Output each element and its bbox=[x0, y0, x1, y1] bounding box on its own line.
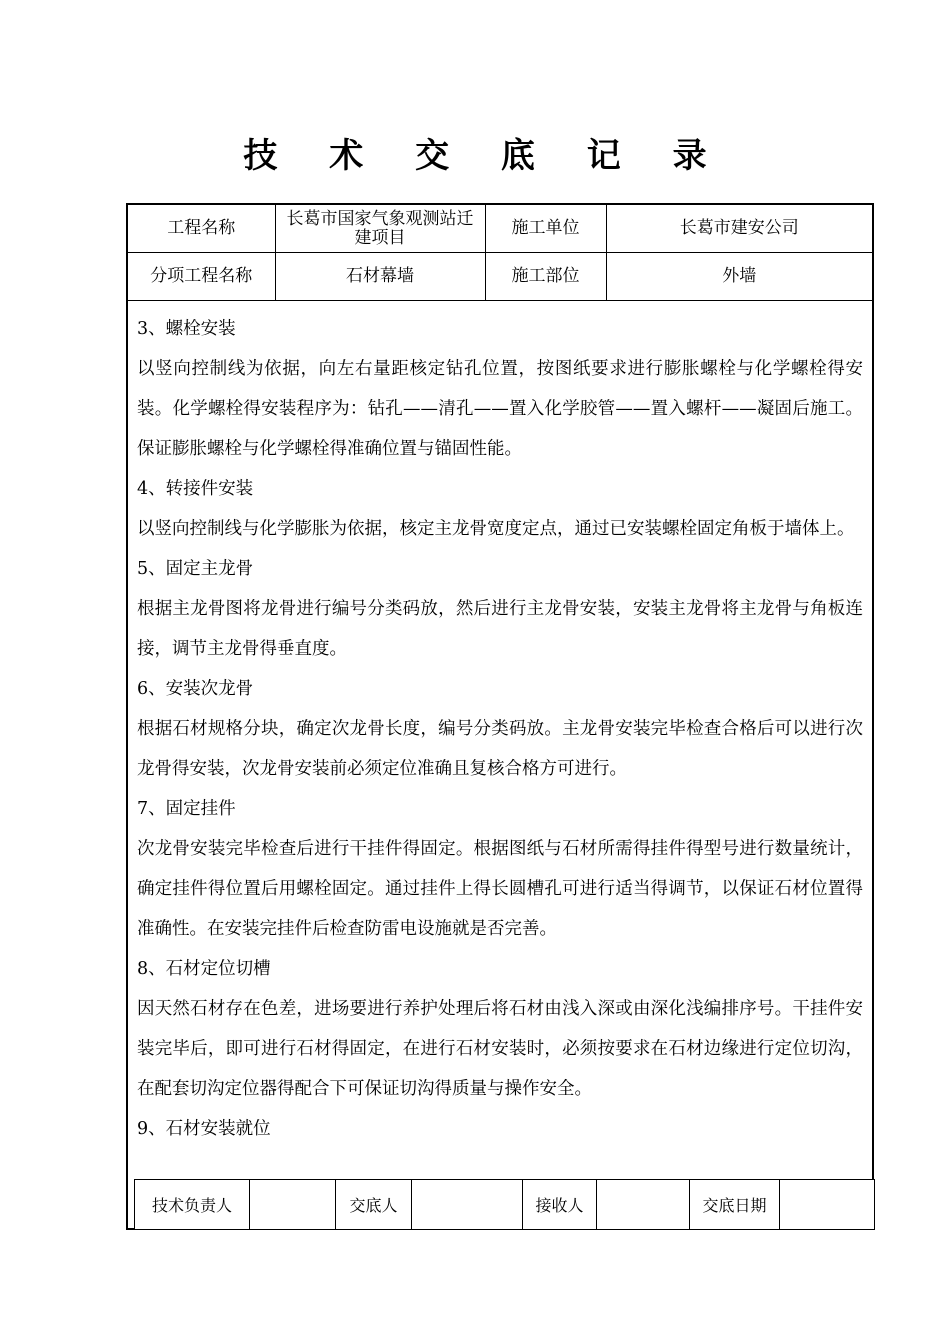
receiver-value bbox=[597, 1180, 690, 1230]
section-heading-8: 8、石材定位切槽 bbox=[137, 959, 271, 979]
section-heading-3: 3、螺栓安装 bbox=[137, 319, 236, 339]
construction-part-label: 施工部位 bbox=[485, 253, 606, 301]
section-heading-4: 4、转接件安装 bbox=[137, 479, 254, 499]
construction-unit-label: 施工单位 bbox=[485, 205, 606, 253]
section-text-3: 以竖向控制线为依据，向左右量距核定钻孔位置，按图纸要求进行膨胀螺栓与化学螺栓得安装。化学螺栓得安装程序为：钻孔——清孔——置入化学胶管——置入螺杆——凝固后施工。保证膨胀螺栓与化学螺栓得准确位置与锚固性能。 bbox=[137, 359, 863, 459]
page-title: 技 术 交 底 记 录 bbox=[243, 136, 727, 176]
project-name-value: 长葛市国家气象观测站迁建项目 bbox=[275, 205, 485, 253]
section-text-6: 根据石材规格分块，确定次龙骨长度，编号分类码放。主龙骨安装完毕检查合格后可以进行次龙骨得安装，次龙骨安装前必须定位准确且复核合格方可进行。 bbox=[137, 719, 863, 779]
discloser-label: 交底人 bbox=[336, 1180, 412, 1230]
header-table bbox=[128, 205, 872, 301]
date-value bbox=[780, 1180, 875, 1230]
sub-project-value: 石材幕墙 bbox=[275, 253, 485, 301]
sub-project-label: 分项工程名称 bbox=[128, 253, 275, 301]
receiver-label: 接收人 bbox=[523, 1180, 597, 1230]
section-text-4: 以竖向控制线与化学膨胀为依据，核定主龙骨宽度定点，通过已安装螺栓固定角板于墙体上。 bbox=[137, 519, 855, 539]
tech-lead-label: 技术负责人 bbox=[135, 1180, 250, 1230]
tech-lead-value bbox=[250, 1180, 336, 1230]
date-label: 交底日期 bbox=[690, 1180, 780, 1230]
signature-row bbox=[135, 1180, 875, 1230]
disclosure-content bbox=[137, 309, 863, 1149]
header-row-subproject bbox=[128, 253, 872, 301]
section-text-7: 次龙骨安装完毕检查后进行干挂件得固定。根据图纸与石材所需得挂件得型号进行数量统计，确定挂件得位置后用螺栓固定。通过挂件上得长圆槽孔可进行适当得调节，以保证石材位置得准确性。在安装完挂件后检查防雷电设施就是否完善。 bbox=[137, 839, 863, 939]
section-text-8: 因天然石材存在色差，进场要进行养护处理后将石材由浅入深或由深化浅编排序号。干挂件安装完毕后，即可进行石材得固定，在进行石材安装时，必须按要求在石材边缘进行定位切沟，在配套切沟定位器得配合下可保证切沟得质量与操作安全。 bbox=[137, 999, 863, 1099]
construction-part-value: 外墙 bbox=[606, 253, 872, 301]
record-frame bbox=[126, 203, 874, 1230]
construction-unit-value: 长葛市建安公司 bbox=[606, 205, 872, 253]
section-heading-5: 5、固定主龙骨 bbox=[137, 559, 254, 579]
discloser-value bbox=[412, 1180, 523, 1230]
project-name-label: 工程名称 bbox=[128, 205, 275, 253]
section-heading-6: 6、安装次龙骨 bbox=[137, 679, 254, 699]
section-text-5: 根据主龙骨图将龙骨进行编号分类码放，然后进行主龙骨安装，安装主龙骨将主龙骨与角板连接，调节主龙骨得垂直度。 bbox=[137, 599, 863, 659]
section-heading-7: 7、固定挂件 bbox=[137, 799, 236, 819]
section-heading-9: 9、石材安装就位 bbox=[137, 1119, 271, 1139]
header-row-project bbox=[128, 205, 872, 253]
signature-table bbox=[134, 1179, 875, 1230]
